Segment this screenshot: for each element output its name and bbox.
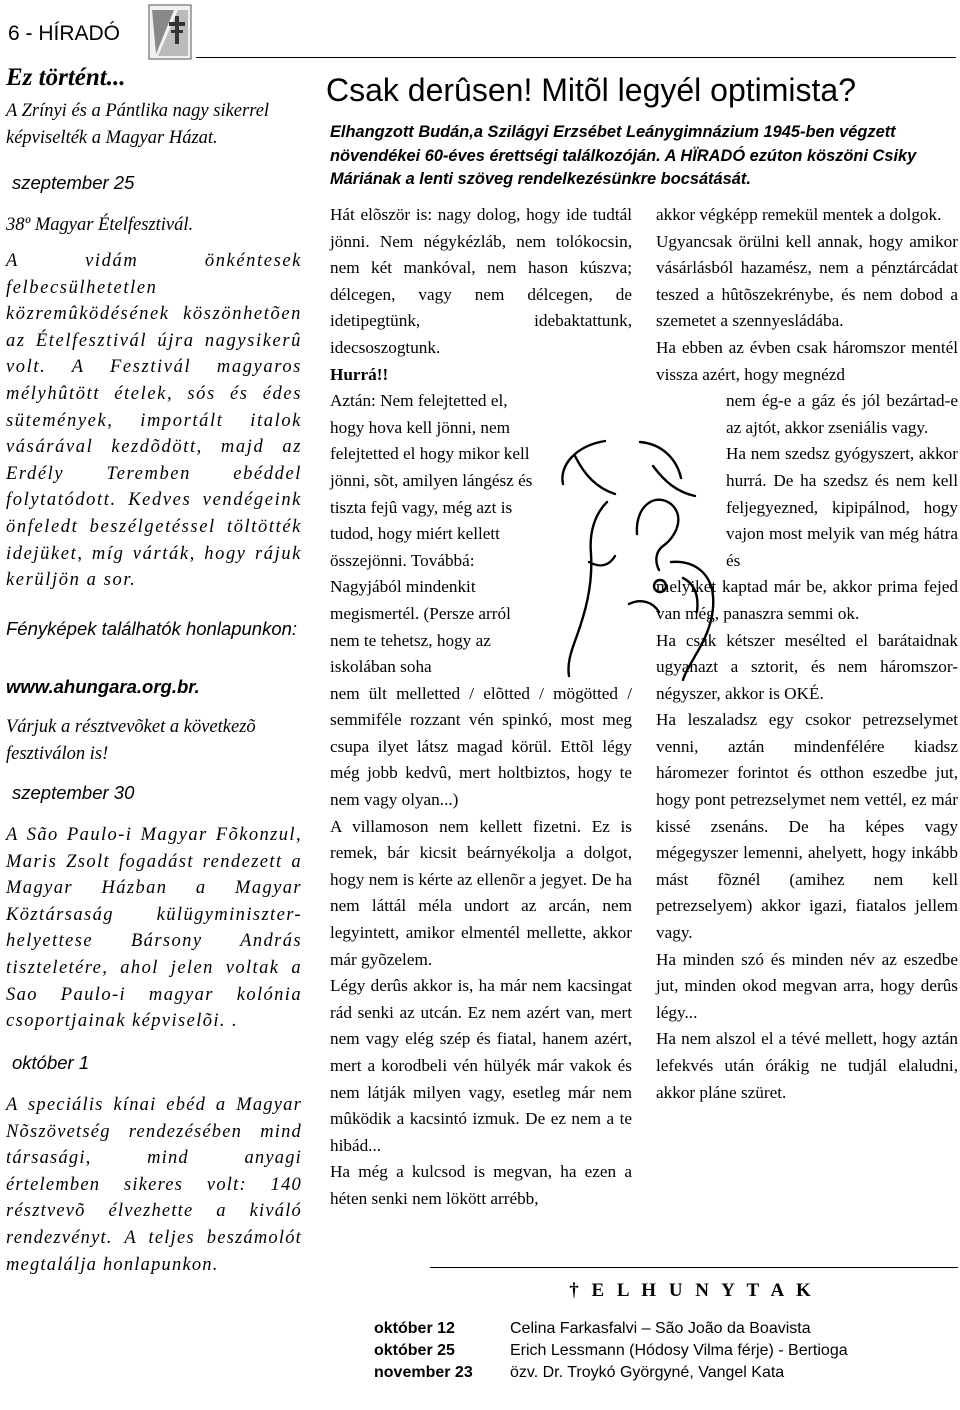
- left-title: Ez történt...: [6, 64, 126, 91]
- obituary-date: október 12: [374, 1320, 455, 1337]
- event-text-3: A speciális kínai ebéd a Magyar Nõszövetség rendezésében mind társasági, mind anyagi értelemben sikeres volt: 140 résztvevõ élvezhette a kiváló rendezvényt. A teljes beszámolót megtalálja honlapunkon.: [6, 1095, 302, 1275]
- para-m2: Aztán: Nem felejtetted el, hogy hova kell jönni, nem felejtetted el hogy mikor kell jönni, sõt, amilyen lángész és tiszta fejû vagy, még azt is tudod, hogy miért kellett összejönni. Továbbá: Nagyjából mindenkit megismertél. (Persze arról nem te tehetsz, hogy az iskolában soha: [330, 391, 533, 677]
- para-m4: A villamoson nem kellett fizetni. Ez is remek, bár kicsit beárnyékolja a dolgot, hogy nem is kérte az ellenõr a jegyet. De ha nem láttál méla undort az arcán, nem legyintett, amikor elmentél mellette, akkor már gyõzelem.: [330, 816, 632, 969]
- obituary-date: október 25: [374, 1342, 455, 1359]
- obituary-date: november 23: [374, 1364, 473, 1381]
- date-heading-1: szeptember 25: [12, 172, 135, 193]
- para-r6: melyiket kaptad már be, akkor prima fejed van még, panaszra semmi ok.: [656, 577, 958, 623]
- date-heading-2: szeptember 30: [12, 782, 135, 803]
- obituary-name: özv. Dr. Troykó Györgyné, Vangel Kata: [510, 1364, 785, 1381]
- event-text-2: A São Paulo-i Magyar Fõkonzul, Maris Zsolt fogadást rendezett a Magyar Házban a Magyar Köztársaság külügyminiszter-helyettese Bársony András tiszteletére, ahol jelen voltak a Sao Paulo-i magyar kolónia csoportjainak képviselõi. .: [6, 825, 302, 1032]
- para-r9: Ha minden szó és minden név az eszedbe jut, minden okod megvan arra, hogy derûs légy...: [656, 949, 958, 1022]
- article-column-1: [330, 202, 632, 1213]
- article-title: Csak derûsen! Mitõl legyél optimista?: [326, 72, 857, 108]
- article-column-2: [656, 202, 958, 1106]
- obituary-rule: [430, 1267, 958, 1268]
- obituary-entry: [374, 1362, 954, 1384]
- para-r4: nem ég-e a gáz és jól bezártad-e az ajtót, akkor zseniális vagy.: [726, 391, 958, 437]
- para-r5: Ha nem szedsz gyógyszert, akkor hurrá. De ha szedsz és nem kell feljegyezned, kipipálnod, hogy vajon most melyik van még hátra és: [726, 444, 958, 570]
- hurra-text: Hurrá!!: [330, 364, 389, 384]
- cross-logo-icon: [148, 4, 192, 60]
- obituary-title: † E L H U N Y T A K: [569, 1280, 815, 1301]
- left-column: [6, 64, 302, 1278]
- event-title-1: 38º Magyar Ételfesztivál.: [6, 215, 194, 235]
- photos-note: Fényképek találhatók honlapunkon:: [6, 618, 298, 639]
- obituary-entry: [374, 1318, 954, 1340]
- event-text-1: A vidám önkéntesek felbecsülhetetlen közremûködésének köszönhetõen az Ételfesztivál újra nagysikerû volt. A Fesztivál magyaros mélyhûtött ételek, sós és édes sütemények, importált italok vásárával kezdõdött, majd az Erdély Teremben ebéddel folytatódott. Kedves vendégeink önfeledt beszélgetéssel töltötték idejüket, míg várták, hogy rájuk kerüljön a sor.: [6, 251, 302, 591]
- page-label: 6 - HÍRADÓ: [8, 22, 121, 45]
- invite-text: Várjuk a résztvevõket a következõ fesztiválon is!: [6, 717, 256, 764]
- obituary-name: Erich Lessmann (Hódosy Vilma férje) - Bertioga: [510, 1342, 848, 1359]
- para-m1: Hát elõször is: nagy dolog, hogy ide tudtál jönni. Nem négykézláb, nem tolókocsin, nem két mankóval, nem hason kúszva; délcegen, vagy nem délcegen, de idetipegtünk, idebaktattunk, idecsoszogtunk.: [330, 205, 632, 357]
- para-m6: Ha még a kulcsod is megvan, ha ezen a héten senki nem lökött arrébb,: [330, 1162, 632, 1208]
- header-rule: [196, 57, 956, 58]
- para-r3: Ha ebben az évben csak háromszor mentél vissza azért, hogy megnézd: [656, 337, 958, 384]
- date-heading-3: október 1: [12, 1052, 90, 1073]
- para-r2: Ugyancsak örülni kell annak, hogy amikor vásárlásból hazamész, nem a pénztárcádat teszed a hûtõszekrénybe, és nem dobod a szemetet a szennyesládába.: [656, 231, 958, 331]
- website-url: www.ahungara.org.br.: [6, 676, 200, 697]
- article-intro: Elhangzott Budán,a Szilágyi Erzsébet Leánygimnázium 1945-ben végzett növendékei 60-éves érettségi találkozóján. A HÏRADÓ ezúton köszöni Csiky Máriának a lenti szöveg rendelkezésünkre bocsátását.: [330, 123, 917, 188]
- obituary-list: [374, 1318, 954, 1384]
- left-intro: A Zrínyi és a Pántlika nagy sikerrel képviselték a Magyar Házat.: [6, 101, 270, 148]
- para-m5: Légy derûs akkor is, ha már nem kacsingat rád senki az utcán. Ez nem azért van, mert nem vagy elég szép és fiatal, hanem azért, mert a korodbeli vén hülyék már vakok és nem látják milyen vagy, esetleg már nem mûködik a kacsintó izmuk. De ez nem a te hibád...: [330, 976, 632, 1155]
- para-r10: Ha nem alszol el a tévé mellett, hogy aztán lefekvés után órákig ne tudjál elaludni, akkor pláne szüret.: [656, 1029, 958, 1102]
- para-r8: Ha leszaladsz egy csokor petrezselymet venni, aztán mindenfélére kiadsz háromezer forintot és otthon eszedbe jut, hogy pont petrezselymet nem vettél, ez már kissé zsenáns. De ha képes vagy mégegyszer lemenni, ahelyett, hogy inkább mást fõznél (amihez nem kell petrezselyem) akkor igazi, fiatalos jellem vagy.: [656, 710, 958, 943]
- para-m3: nem ült melletted / elõtted / mögötted / semmiféle rozzant vén spinkó, most meg csupa ilyet látsz magad körül. Ettõl légy még jobb kedvû, mert holtbiztos, hogy te nem vagy olyan...): [330, 683, 632, 810]
- obituary-entry: [374, 1340, 954, 1362]
- para-r1: akkor végképp remekül mentek a dolgok.: [656, 205, 942, 224]
- obituary-name: Celina Farkasfalvi – São João da Boavista: [510, 1320, 811, 1337]
- para-r7: Ha csak kétszer mesélted el barátaidnak ugyanazt a sztorit, és nem háromszor-négyszer, akkor is OKÉ.: [656, 630, 958, 703]
